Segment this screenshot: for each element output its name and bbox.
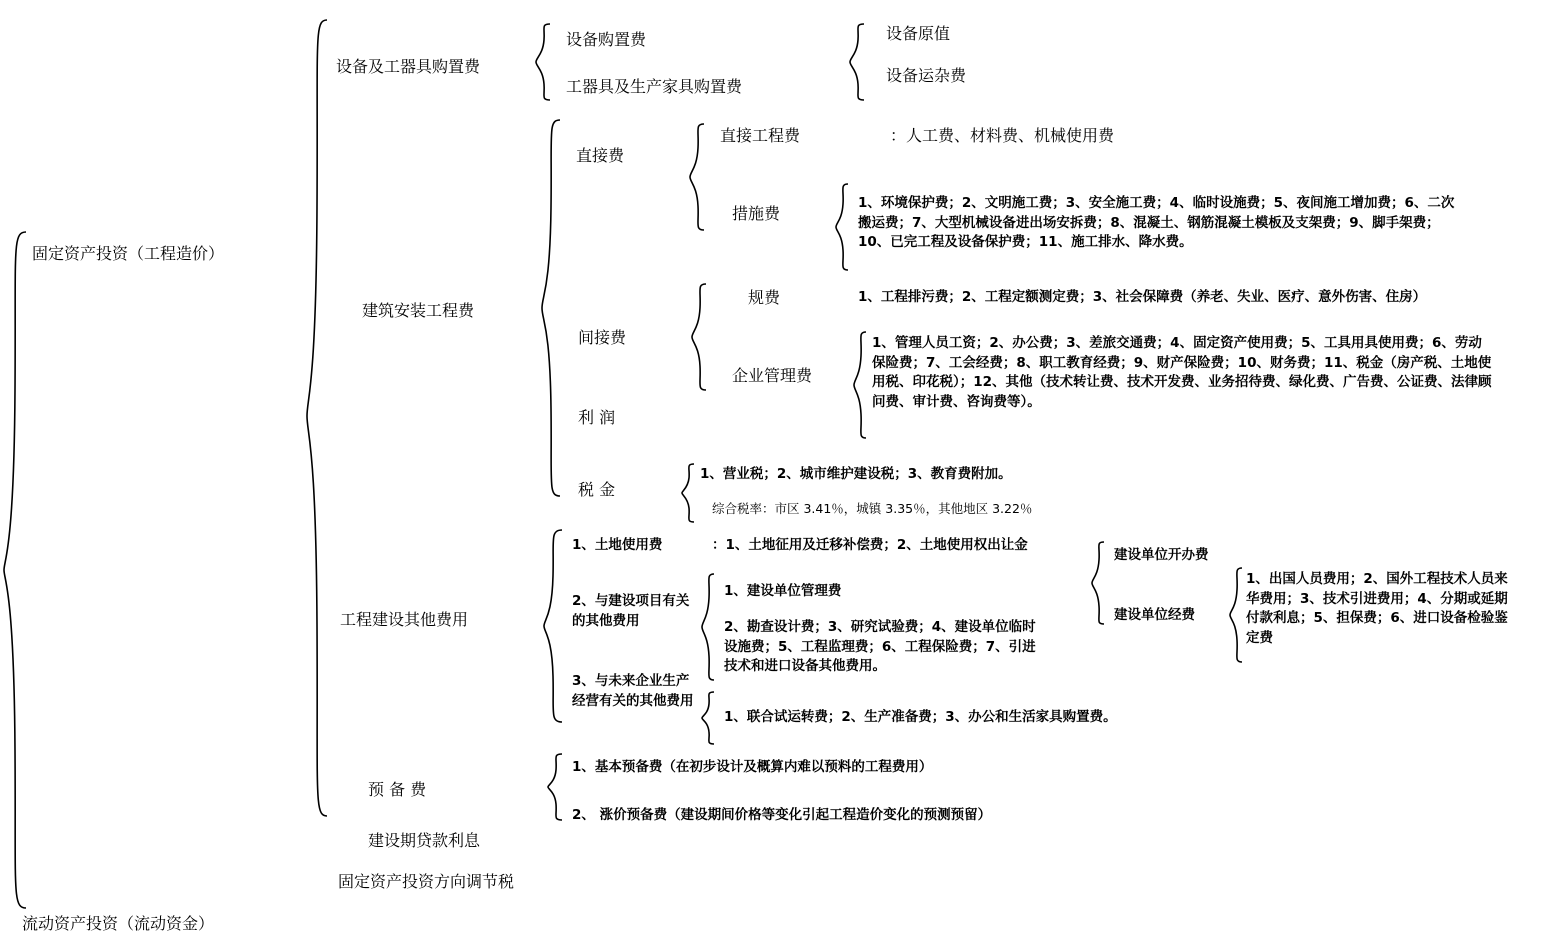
brace-measure-fee xyxy=(834,182,850,272)
brace-build-unit-detail xyxy=(1228,566,1244,664)
node-measure-fee: 措施费 xyxy=(732,204,781,223)
detail-tax-rate: 综合税率：市区 3.41％，城镇 3.35％，其他地区 3.22％ xyxy=(712,501,1033,516)
node-equipment-transport-fee: 设备运杂费 xyxy=(886,66,967,85)
brace-tax xyxy=(680,462,696,524)
node-future-operation-fees: 3、与未来企业生产经营有关的其他费用 xyxy=(572,673,694,709)
detail-related-other-items: 2、勘查设计费；3、研究试验费；4、建设单位临时设施费；5、工程监理费；6、工程保险费；7、引进技术和进口设备其他费用。 xyxy=(724,619,1036,675)
detail-guifei: 1、工程排污费；2、工程定额测定费；3、社会保障费（养老、失业、医疗、意外伤害、住房） xyxy=(858,289,1427,305)
node-equipment-original-value: 设备原值 xyxy=(886,24,951,43)
node-indirect-fee: 间接费 xyxy=(578,328,627,347)
detail-management-fee: 1、管理人员工资；2、办公费；3、差旅交通费；4、固定资产使用费；5、工具用具使用费；6、劳动保险费；7、工会经费；8、职工教育经费；9、财产保险费；10、财务费；11、税金（房产税、土地使用税、印花税）；12、其他（技术转让费、技术开发费、业务招待费、绿化费、广告费、公证费、法律顾问费、审计费、咨询费等）。 xyxy=(872,335,1492,410)
node-construction-installation: 建筑安装工程费 xyxy=(362,301,475,320)
brace-root xyxy=(2,230,28,910)
node-other-construction-fees: 工程建设其他费用 xyxy=(340,610,469,629)
node-build-unit-operating-fee: 建设单位经费 xyxy=(1114,607,1195,623)
node-land-use-fee: 1、土地使用费 xyxy=(572,537,663,553)
brace-reserve xyxy=(546,752,564,822)
node-direct-fee: 直接费 xyxy=(576,146,625,165)
brace-construction xyxy=(540,118,562,498)
node-project-related-fees: 2、与建设项目有关的其他费用 xyxy=(572,593,690,629)
detail-build-unit-operating: 1、出国人员费用；2、国外工程技术人员来华费用；3、技术引进费用；4、分期或延期付款利息；5、担保费；6、进口设备检验鉴定费 xyxy=(1246,571,1508,646)
node-equipment-purchase: 设备及工器具购置费 xyxy=(336,57,481,76)
node-investment-adjust-tax: 固定资产投资方向调节税 xyxy=(338,872,515,891)
node-build-unit-management-fee: 1、建设单位管理费 xyxy=(724,583,842,599)
brace-equipment xyxy=(534,22,552,102)
node-enterprise-management-fee: 企业管理费 xyxy=(732,366,813,385)
node-basic-reserve: 1、基本预备费（在初步设计及概算内难以预料的工程费用） xyxy=(572,759,933,775)
node-profit: 利 润 xyxy=(578,408,616,427)
node-loan-interest: 建设期贷款利息 xyxy=(368,831,481,850)
brace-indirect-fee xyxy=(690,282,708,392)
node-price-rise-reserve: 2、 涨价预备费（建设期间价格等变化引起工程造价变化的预测预留） xyxy=(572,807,992,823)
brace-level1 xyxy=(305,18,329,818)
node-build-unit-startup-fee: 建设单位开办费 xyxy=(1114,547,1209,563)
node-reserve-fee: 预 备 费 xyxy=(368,780,427,799)
node-tax: 税 金 xyxy=(578,480,616,499)
detail-land-use-fee: ：1、土地征用及迁移补偿费；2、土地使用权出让金 xyxy=(712,537,1028,553)
node-guifei: 规费 xyxy=(748,288,781,307)
node-equipment-purchase-fee: 设备购置费 xyxy=(566,30,647,49)
detail-tax: 1、营业税；2、城市维护建设税；3、教育费附加。 xyxy=(700,466,1012,482)
brace-management-fee xyxy=(852,330,868,440)
brace-other-fees xyxy=(542,528,564,724)
root-label-fixed-asset: 固定资产投资（工程造价） xyxy=(32,244,225,263)
brace-future-operation xyxy=(700,690,716,746)
brace-equipment-value xyxy=(848,22,866,102)
detail-direct-project-fee: ：人工费、材料费、机械使用费 xyxy=(890,126,1115,145)
detail-measure-fee: 1、环境保护费；2、文明施工费；3、安全施工费；4、临时设施费；5、夜间施工增加费；6、二次搬运费；7、大型机械设备进出场安拆费；8、混凝土、钢筋混凝土模板及支架费；9、脚手架费；10、已完工程及设备保护费；11、施工排水、降水费。 xyxy=(858,195,1455,251)
brace-direct-fee xyxy=(688,122,706,232)
brace-build-unit xyxy=(1090,540,1106,626)
root-label-current-asset: 流动资产投资（流动资金） xyxy=(22,914,215,933)
node-direct-project-fee: 直接工程费 xyxy=(720,126,801,145)
brace-related-items xyxy=(700,572,716,682)
node-tools-furniture-fee: 工器具及生产家具购置费 xyxy=(566,77,743,96)
detail-future-operation: 1、联合试运转费；2、生产准备费；3、办公和生活家具购置费。 xyxy=(724,709,1117,725)
